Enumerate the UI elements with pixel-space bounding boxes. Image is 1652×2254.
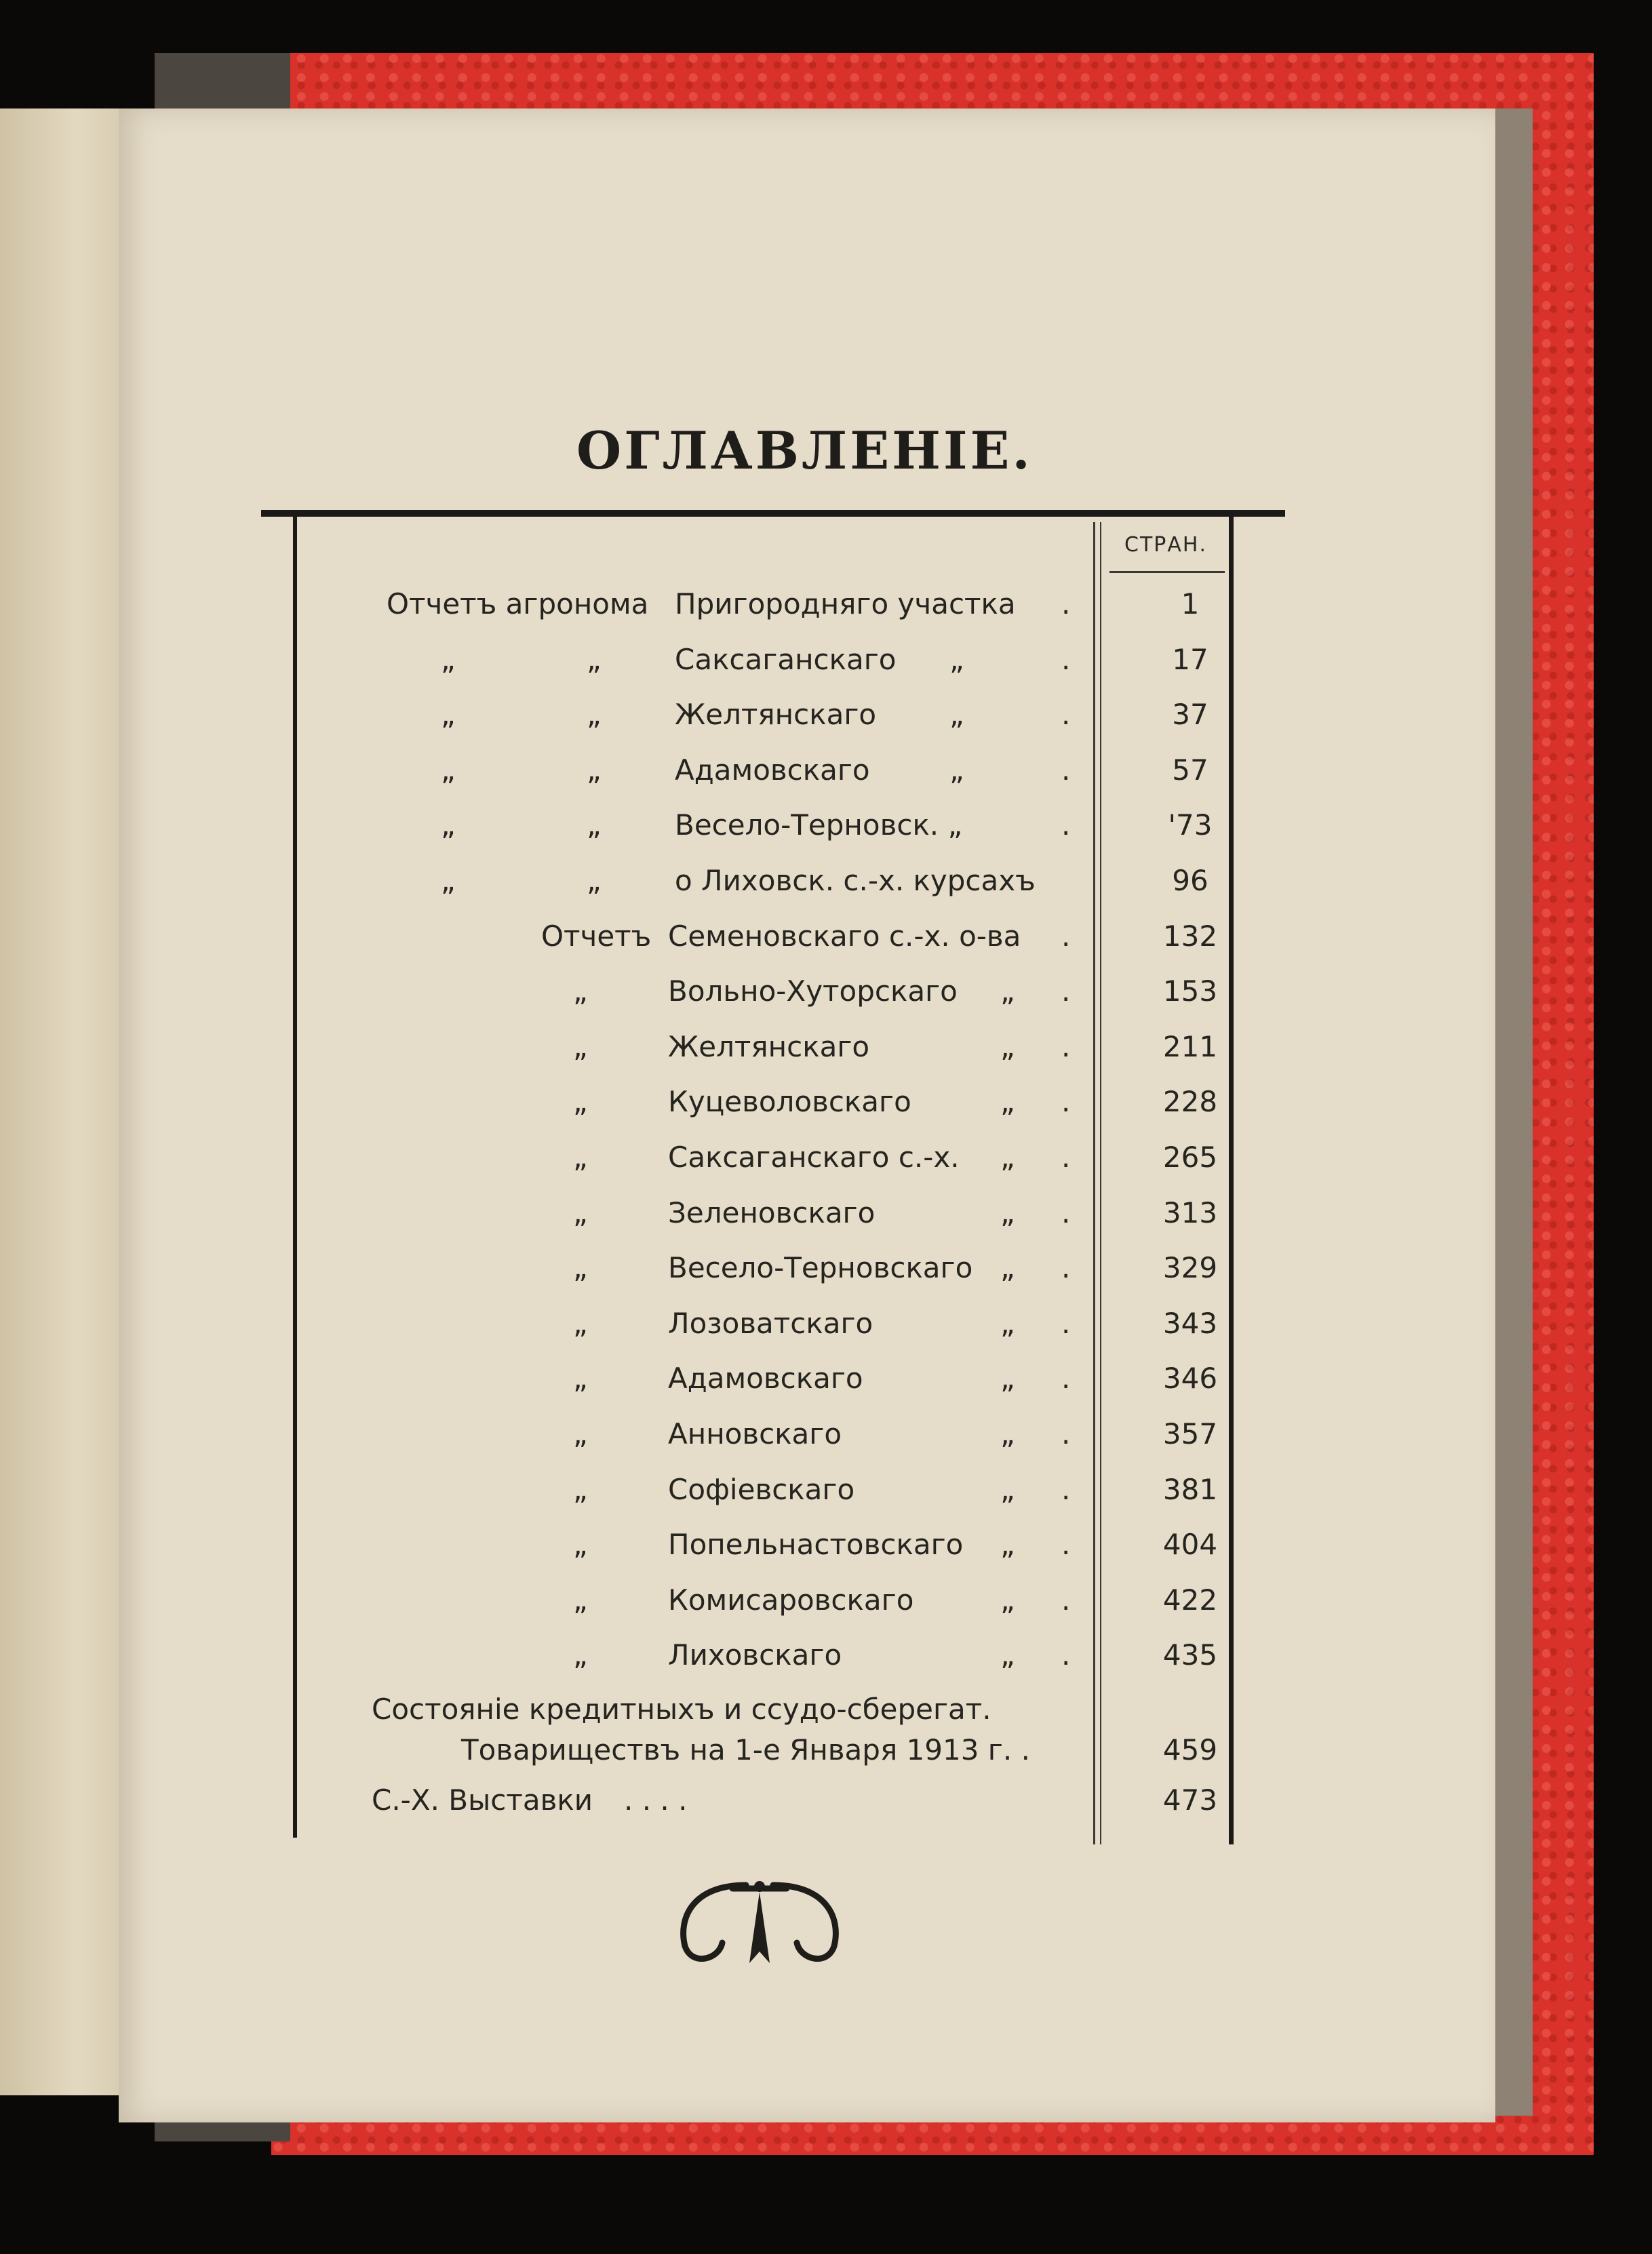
toc-page-number: 346 [1162,1362,1218,1396]
toc-entry-prefix: „ [573,974,588,1008]
toc-leader-dot: . [1061,698,1071,732]
toc-entry-text: Куцеволовскаго [668,1085,911,1119]
toc-ditto-mark: „ [1000,1638,1015,1672]
page-column-header: СТРАН. [1124,533,1207,557]
toc-entry-prefix: „ [573,1362,588,1396]
toc-entry-prefix-2: „ [587,808,602,842]
toc-ditto-mark: „ [1000,1251,1015,1285]
toc-ditto-mark: „ [1000,1417,1015,1450]
toc-ditto-mark: „ [1000,1029,1015,1063]
toc-ditto-mark: „ [1000,1141,1015,1174]
toc-entry [0,698,1652,745]
toc-entry-prefix-2: „ [587,698,602,732]
toc-page-number: 17 [1172,642,1208,676]
toc-entry-text: Саксаганскаго с.-х. [668,1141,960,1174]
toc-entry [0,1362,1652,1409]
toc-page-number: 153 [1162,974,1218,1008]
toc-page-number: 404 [1162,1528,1218,1562]
toc-entry [0,1638,1652,1686]
toc-entry-prefix: „ [573,1085,588,1119]
toc-entry-text: Желтянскаго [668,1029,870,1063]
toc-entry-prefix: „ [441,642,456,676]
toc-entry-text: Саксаганскаго [675,642,897,676]
toc-entry-text: Попельнастовскаго [668,1528,964,1562]
toc-entry-text: Вольно-Хуторскаго [668,974,958,1008]
toc-entry [0,1141,1652,1188]
toc-ditto-mark: „ [949,698,964,732]
toc-entry-text: о Лиховск. с.-х. курсахъ [675,864,1036,897]
toc-entry-text: Состояніе кредитныхъ и ссудо-сберегат. [372,1693,991,1726]
toc-ditto-mark: „ [1000,974,1015,1008]
toc-leader-dot: . [1061,1472,1071,1506]
toc-entry [0,1307,1652,1354]
toc-entry [0,920,1652,967]
toc-entry-text: Анновскаго [668,1417,842,1450]
toc-entry [0,864,1652,911]
toc-leader-dot: . [1061,1251,1071,1285]
toc-entry-prefix: „ [573,1195,588,1229]
toc-entry-prefix-2: „ [587,642,602,676]
toc-entry-prefix-2: „ [587,864,602,897]
toc-leader-dot: . [1061,587,1071,620]
toc-entry [0,1251,1652,1299]
toc-entry-prefix: „ [441,698,456,732]
toc-entry-text: Адамовскаго [668,1362,863,1396]
toc-entry-exhibit [0,1783,1652,1831]
toc-entry-prefix: „ [441,864,456,897]
toc-page-number: 228 [1162,1085,1218,1119]
toc-entry-prefix: „ [573,1472,588,1506]
toc-entry-text: Лиховскаго [668,1638,842,1672]
toc-ditto-mark: „ [1000,1085,1015,1119]
toc-leader-dot: . [1061,1085,1071,1119]
toc-entry [0,808,1652,856]
toc-entry-text: Адамовскаго [675,753,870,787]
toc-entry-prefix: Отчетъ [541,919,652,953]
toc-entry-text: Зеленовскаго [668,1195,876,1229]
toc-page-number: 422 [1162,1583,1218,1617]
toc-entry [0,1417,1652,1465]
toc-entry-prefix: „ [573,1528,588,1562]
toc-entry [0,587,1652,635]
toc-page-number: 473 [1162,1783,1218,1817]
toc-entry [0,1030,1652,1077]
toc-ditto-mark: „ [1000,1195,1015,1229]
toc-entry-text: Весело-Терновск. „ [675,808,963,842]
toc-page-number: 381 [1162,1472,1218,1506]
toc-entry-prefix: „ [441,753,456,787]
toc-entry [0,1085,1652,1132]
header-rule [1109,571,1225,573]
toc-leader-dot: . [1061,1306,1071,1340]
toc-entry-text: Весело-Терновскаго [668,1251,973,1285]
toc-entry-text: Товариществъ на 1-е Января 1913 г. . [461,1733,1030,1766]
toc-ditto-mark: „ [1000,1528,1015,1562]
toc-page-number: 132 [1162,919,1218,953]
toc-entry [0,643,1652,690]
toc-entry-prefix: „ [573,1251,588,1285]
toc-entry [0,1583,1652,1631]
toc-entry [0,1196,1652,1244]
toc-page-number: 313 [1162,1195,1218,1229]
toc-page-number: 435 [1162,1638,1218,1672]
toc-entry-prefix: „ [573,1638,588,1672]
toc-page-number: 96 [1172,864,1208,897]
toc-entry [0,1528,1652,1575]
toc-page-number: 329 [1162,1251,1218,1285]
toc-leader-dot: . [1061,1362,1071,1396]
toc-ditto-mark: „ [949,642,964,676]
toc-leader-dot: . [1061,974,1071,1008]
toc-entry-prefix: „ [573,1417,588,1450]
toc-page-number: 57 [1172,753,1208,787]
toc-ditto-mark: „ [1000,1306,1015,1340]
toc-entry-prefix-2: „ [587,753,602,787]
toc-entry [0,974,1652,1022]
toc-entry-text: Лозоватскаго [668,1306,873,1340]
toc-entry-prefix: „ [573,1141,588,1174]
toc-page-number: '73 [1168,808,1213,842]
toc-leader-dot: . [1061,808,1071,842]
top-rule [261,510,1285,517]
toc-entry-prefix: „ [573,1583,588,1617]
page-title: ОГЛАВЛЕНІЕ. [576,420,1033,481]
toc-leader-dot: . [1061,1583,1071,1617]
toc-entry-text: Комисаровскаго [668,1583,914,1617]
toc-entry-credit-2 [0,1733,1652,1781]
toc-entry-text: Пригородняго участка [675,587,1016,620]
ornament-icon [665,1872,854,1973]
toc-entry [0,1473,1652,1520]
toc-leader-dot: . [1061,753,1071,787]
toc-leader-dot: . [1061,1141,1071,1174]
toc-entry-text: Семеновскаго с.-х. о-ва [668,919,1021,953]
toc-leader-dot: . [1061,1195,1071,1229]
toc-entry [0,753,1652,801]
toc-leader-dot: . [1061,1638,1071,1672]
toc-page-number: 211 [1162,1029,1218,1063]
toc-entry-prefix: Отчетъ агрономa [387,587,649,620]
toc-page-number: 343 [1162,1306,1218,1340]
toc-entry-prefix: „ [573,1306,588,1340]
toc-page-number: 459 [1162,1733,1218,1766]
toc-entry-text: С.-Х. Выставки [372,1783,593,1817]
toc-page-number: 265 [1162,1141,1218,1174]
toc-leader-dot: . [1061,1417,1071,1450]
toc-leader-dot: . [1061,642,1071,676]
toc-ditto-mark: „ [1000,1362,1015,1396]
toc-ditto-mark: „ [949,753,964,787]
toc-entry-text: Желтянскаго [675,698,877,732]
toc-ditto-mark: „ [1000,1583,1015,1617]
toc-entry-prefix: „ [441,808,456,842]
toc-leader-dot: . [1061,919,1071,953]
toc-leader-dot: . [1061,1029,1071,1063]
toc-leader-dots: . . . . [624,1783,688,1817]
toc-page-number: 357 [1162,1417,1218,1450]
toc-page-number: 37 [1172,698,1208,732]
toc-leader-dot: . [1061,1528,1071,1562]
toc-entry-text: Софіевскаго [668,1472,855,1506]
toc-ditto-mark: „ [1000,1472,1015,1506]
toc-page-number: 1 [1181,587,1200,620]
toc-entry-prefix: „ [573,1029,588,1063]
